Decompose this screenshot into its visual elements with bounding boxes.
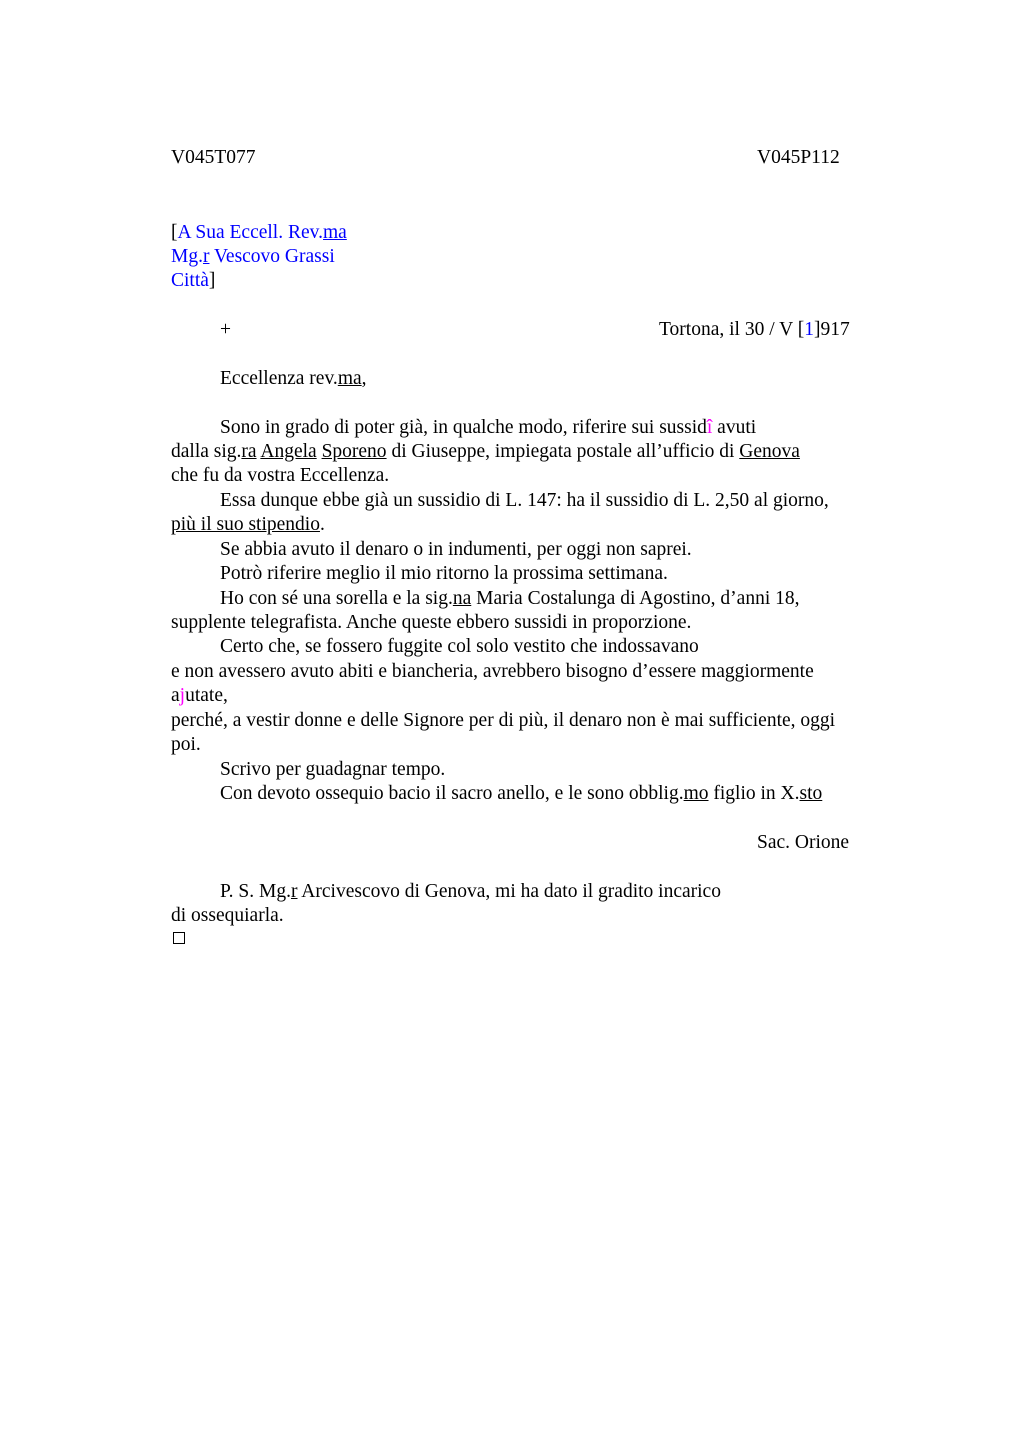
- document-code-left: V045T077: [171, 147, 256, 168]
- body-line: ajutate,: [171, 685, 228, 706]
- body-line: Certo che, se fossero fuggite col solo vestito che indossavano: [220, 636, 699, 657]
- cross-mark: +: [220, 319, 231, 340]
- body-line: Ho con sé una sorella e la sig.na Maria Costalunga di Agostino, d’anni 18,: [220, 588, 800, 609]
- body-line: Potrò riferire meglio il mio ritorno la prossima settimana.: [220, 563, 668, 584]
- body-line: Scrivo per guadagnar tempo.: [220, 759, 446, 780]
- body-line: che fu da vostra Eccellenza.: [171, 465, 390, 486]
- dateline: Tortona, il 30 / V [1]917: [659, 319, 850, 340]
- postscript-line: P. S. Mg.r Arcivescovo di Genova, mi ha dato il gradito incarico: [220, 881, 721, 902]
- address-line-1: [A Sua Eccell. Rev.ma: [171, 222, 347, 243]
- body-line: Con devoto ossequio bacio il sacro anello, e le sono obblig.mo figlio in X.sto: [220, 783, 823, 804]
- postscript-line: di ossequiarla.: [171, 905, 284, 926]
- body-line: Se abbia avuto il denaro o in indumenti, per oggi non saprei.: [220, 539, 692, 560]
- end-box-icon: [173, 932, 185, 944]
- body-line: e non avessero avuto abiti e biancheria, avrebbero bisogno d’essere maggiormente: [171, 661, 814, 682]
- address-line-2: Mg.r Vescovo Grassi: [171, 246, 335, 267]
- body-line: Essa dunque ebbe già un sussidio di L. 147: ha il sussidio di L. 2,50 al giorno,: [220, 490, 829, 511]
- signature: Sac. Orione: [757, 832, 850, 853]
- address-line-3: Città]: [171, 270, 216, 291]
- body-line: perché, a vestir donne e delle Signore per di più, il denaro non è mai sufficiente, oggi: [171, 710, 836, 731]
- body-line: supplente telegrafista. Anche queste ebbero sussidi in proporzione.: [171, 612, 692, 633]
- body-line: Sono in grado di poter già, in qualche modo, riferire sui sussidî avuti: [220, 417, 757, 438]
- body-line: più il suo stipendio.: [171, 514, 325, 535]
- body-line: poi.: [171, 734, 201, 755]
- body-line: dalla sig.ra Angela Sporeno di Giuseppe, impiegata postale all’ufficio di Genova: [171, 441, 800, 462]
- page-code-right: V045P112: [757, 147, 840, 168]
- salutation: Eccellenza rev.ma,: [220, 368, 367, 389]
